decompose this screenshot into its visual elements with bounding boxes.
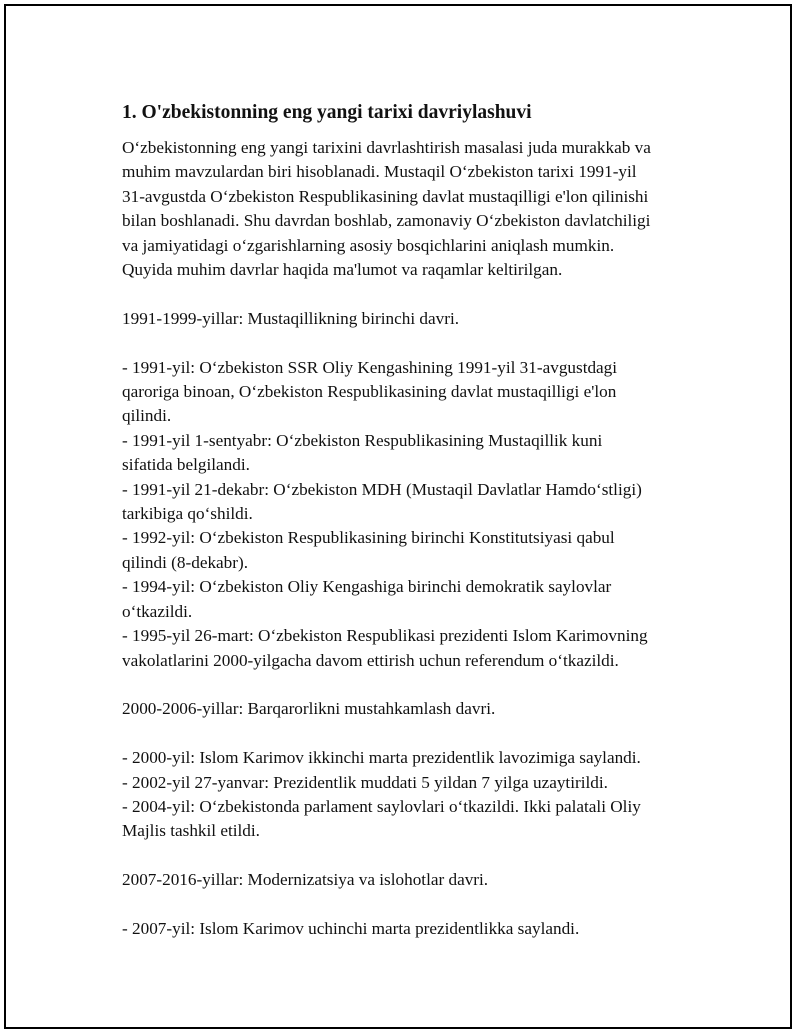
paragraph-gap bbox=[122, 331, 702, 355]
list-item-line: - 1991-yil: O‘zbekiston SSR Oliy Kengashining 1991-yil 31-avgustdagi bbox=[122, 357, 618, 377]
list-item-line: - 1992-yil: O‘zbekiston Respublikasining birinchi Konstitutsiyasi qabul bbox=[122, 528, 615, 548]
period-2-list bbox=[122, 746, 702, 844]
period-1-list bbox=[122, 356, 702, 673]
list-item-line: vakolatlarini 2000-yilgacha davom ettirish uchun referendum o‘tkazildi. bbox=[122, 650, 619, 670]
list-item-line: - 2007-yil: Islom Karimov uchinchi marta prezidentlikka saylandi. bbox=[122, 918, 580, 938]
document-body bbox=[122, 99, 702, 941]
paragraph-gap bbox=[122, 893, 702, 917]
intro-paragraph bbox=[122, 136, 702, 282]
paragraph-gap bbox=[122, 282, 702, 306]
page-frame bbox=[4, 4, 792, 1029]
list-item-line: qaroriga binoan, O‘zbekiston Respublikasining davlat mustaqilligi e'lon bbox=[122, 382, 617, 402]
intro-line: 31-avgustda O‘zbekiston Respublikasining davlat mustaqilligi e'lon qilinishi bbox=[122, 186, 649, 206]
list-item-line: o‘tkazildi. bbox=[122, 601, 193, 621]
period-heading-1991-1999: 1991-1999-yillar: Mustaqillikning birinchi davri. bbox=[122, 308, 460, 328]
list-item-line: - 1991-yil 21-dekabr: O‘zbekiston MDH (Mustaqil Davlatlar Hamdo‘stligi) bbox=[122, 479, 642, 499]
list-item-line: - 1995-yil 26-mart: O‘zbekiston Respublikasi prezidenti Islom Karimovning bbox=[122, 626, 648, 646]
list-item-line: tarkibiga qo‘shildi. bbox=[122, 504, 253, 524]
intro-line: va jamiyatidagi o‘zgarishlarning asosiy bosqichlarini aniqlash mumkin. bbox=[122, 235, 615, 255]
list-item-line: - 2000-yil: Islom Karimov ikkinchi marta prezidentlik lavozimiga saylandi. bbox=[122, 748, 641, 768]
paragraph-gap bbox=[122, 673, 702, 697]
period-heading-2007-2016: 2007-2016-yillar: Modernizatsiya va islohotlar davri. bbox=[122, 870, 489, 890]
list-item-line: qilindi. bbox=[122, 406, 172, 426]
intro-line: muhim mavzulardan biri hisoblanadi. Mustaqil O‘zbekiston tarixi 1991-yil bbox=[122, 162, 637, 182]
intro-line: O‘zbekistonning eng yangi tarixini davrlashtirish masalasi juda murakkab va bbox=[122, 138, 651, 157]
list-item-line: sifatida belgilandi. bbox=[122, 455, 250, 475]
document-title: 1. O'zbekistonning eng yangi tarixi davriylashuvi bbox=[122, 102, 532, 123]
paragraph-gap bbox=[122, 722, 702, 746]
list-item-line: qilindi (8-dekabr). bbox=[122, 552, 249, 572]
list-item-line: - 2002-yil 27-yanvar: Prezidentlik muddati 5 yildan 7 yilga uzaytirildi. bbox=[122, 772, 608, 792]
list-item-line: - 1991-yil 1-sentyabr: O‘zbekiston Respublikasining Mustaqillik kuni bbox=[122, 430, 603, 450]
period-heading-2000-2006: 2000-2006-yillar: Barqarorlikni mustahkamlash davri. bbox=[122, 699, 496, 719]
list-item-line: - 1994-yil: O‘zbekiston Oliy Kengashiga birinchi demokratik saylovlar bbox=[122, 577, 612, 597]
paragraph-gap bbox=[122, 844, 702, 868]
intro-line: Quyida muhim davrlar haqida ma'lumot va raqamlar keltirilgan. bbox=[122, 260, 563, 280]
list-item-line: Majlis tashkil etildi. bbox=[122, 821, 260, 841]
list-item-line: - 2004-yil: O‘zbekistonda parlament saylovlari o‘tkazildi. Ikki palatali Oliy bbox=[122, 796, 641, 816]
intro-line: bilan boshlanadi. Shu davrdan boshlab, zamonaviy O‘zbekiston davlatchiligi bbox=[122, 211, 651, 231]
period-3-list bbox=[122, 917, 702, 941]
